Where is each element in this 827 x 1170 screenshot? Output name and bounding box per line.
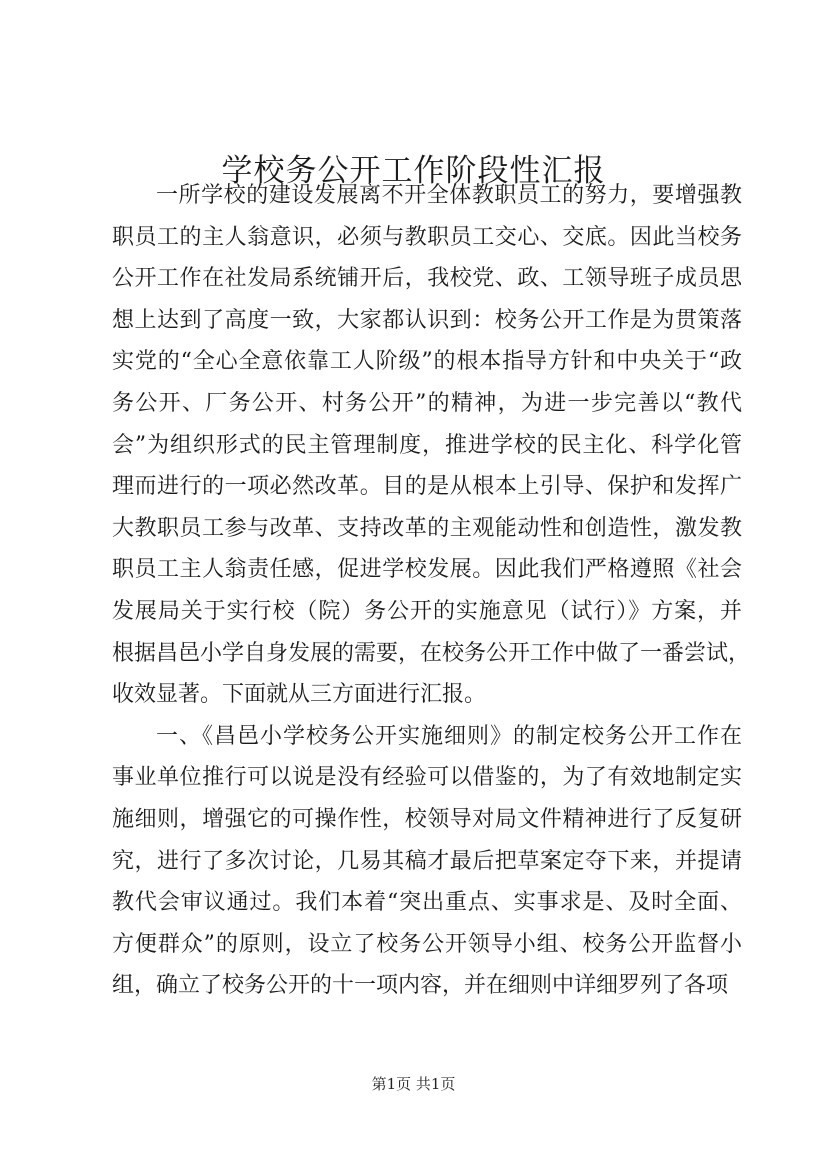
paragraph-line: 职员工主人翁责任感，促进学校发展。因此我们严格遵照《社会 [112,557,742,583]
paragraph-line: 发展局关于实行校（院）务公开的实施意见（试行）》方案，并 [112,598,742,624]
paragraph-line: 一、《昌邑小学校务公开实施细则》的制定校务公开工作在 [156,723,742,749]
document-title: 学校务公开工作阶段性汇报 [221,153,606,189]
paragraph-line: 公开工作在社发局系统铺开后，我校党、政、工领导班子成员思 [112,266,742,292]
paragraph-line: 职员工的主人翁意识，必须与教职员工交心、交底。因此当校务 [112,224,742,250]
paragraph-line: 施细则，增强它的可操作性，校领导对局文件精神进行了反复研 [112,806,742,832]
paragraph-line: 实党的“全心全意依靠工人阶级”的根本指导方针和中央关于“政 [112,349,742,375]
page-footer: 第1页 共1页 [371,1075,456,1093]
document-body [112,175,751,1007]
paragraph-line: 究，进行了多次讨论，几易其稿才最后把草案定夺下来，并提请 [112,848,742,874]
paragraph-line: 组，确立了校务公开的十一项内容，并在细则中详细罗列了各项 [112,973,729,999]
paragraph-line: 务公开、厂务公开、村务公开”的精神，为进一步完善以“教代 [112,390,742,416]
paragraph-line: 一所学校的建设发展离不开全体教职员工的努力，要增强教 [156,183,742,208]
paragraph-line: 理而进行的一项必然改革。目的是从根本上引导、保护和发挥广 [112,474,742,500]
paragraph [112,716,742,1007]
paragraph-line: 想上达到了高度一致，大家都认识到：校务公开工作是为贯策落 [112,307,742,333]
paragraph-line: 教代会审议通过。我们本着“突出重点、实事求是、及时全面、 [112,890,742,916]
paragraph-line: 收效显著。下面就从三方面进行汇报。 [112,682,487,708]
paragraph-line: 会”为组织形式的民主管理制度，推进学校的民主化、科学化管 [112,432,742,458]
paragraph-line: 大教职员工参与改革、支持改革的主观能动性和创造性，激发教 [112,515,742,541]
paragraph-line: 根据昌邑小学自身发展的需要，在校务公开工作中做了一番尝试， [112,640,751,666]
paragraph-line: 事业单位推行可以说是没有经验可以借鉴的，为了有效地制定实 [112,765,742,791]
paragraph-line: 方便群众”的原则，设立了校务公开领导小组、校务公开监督小 [112,931,742,957]
paragraph [112,175,751,716]
